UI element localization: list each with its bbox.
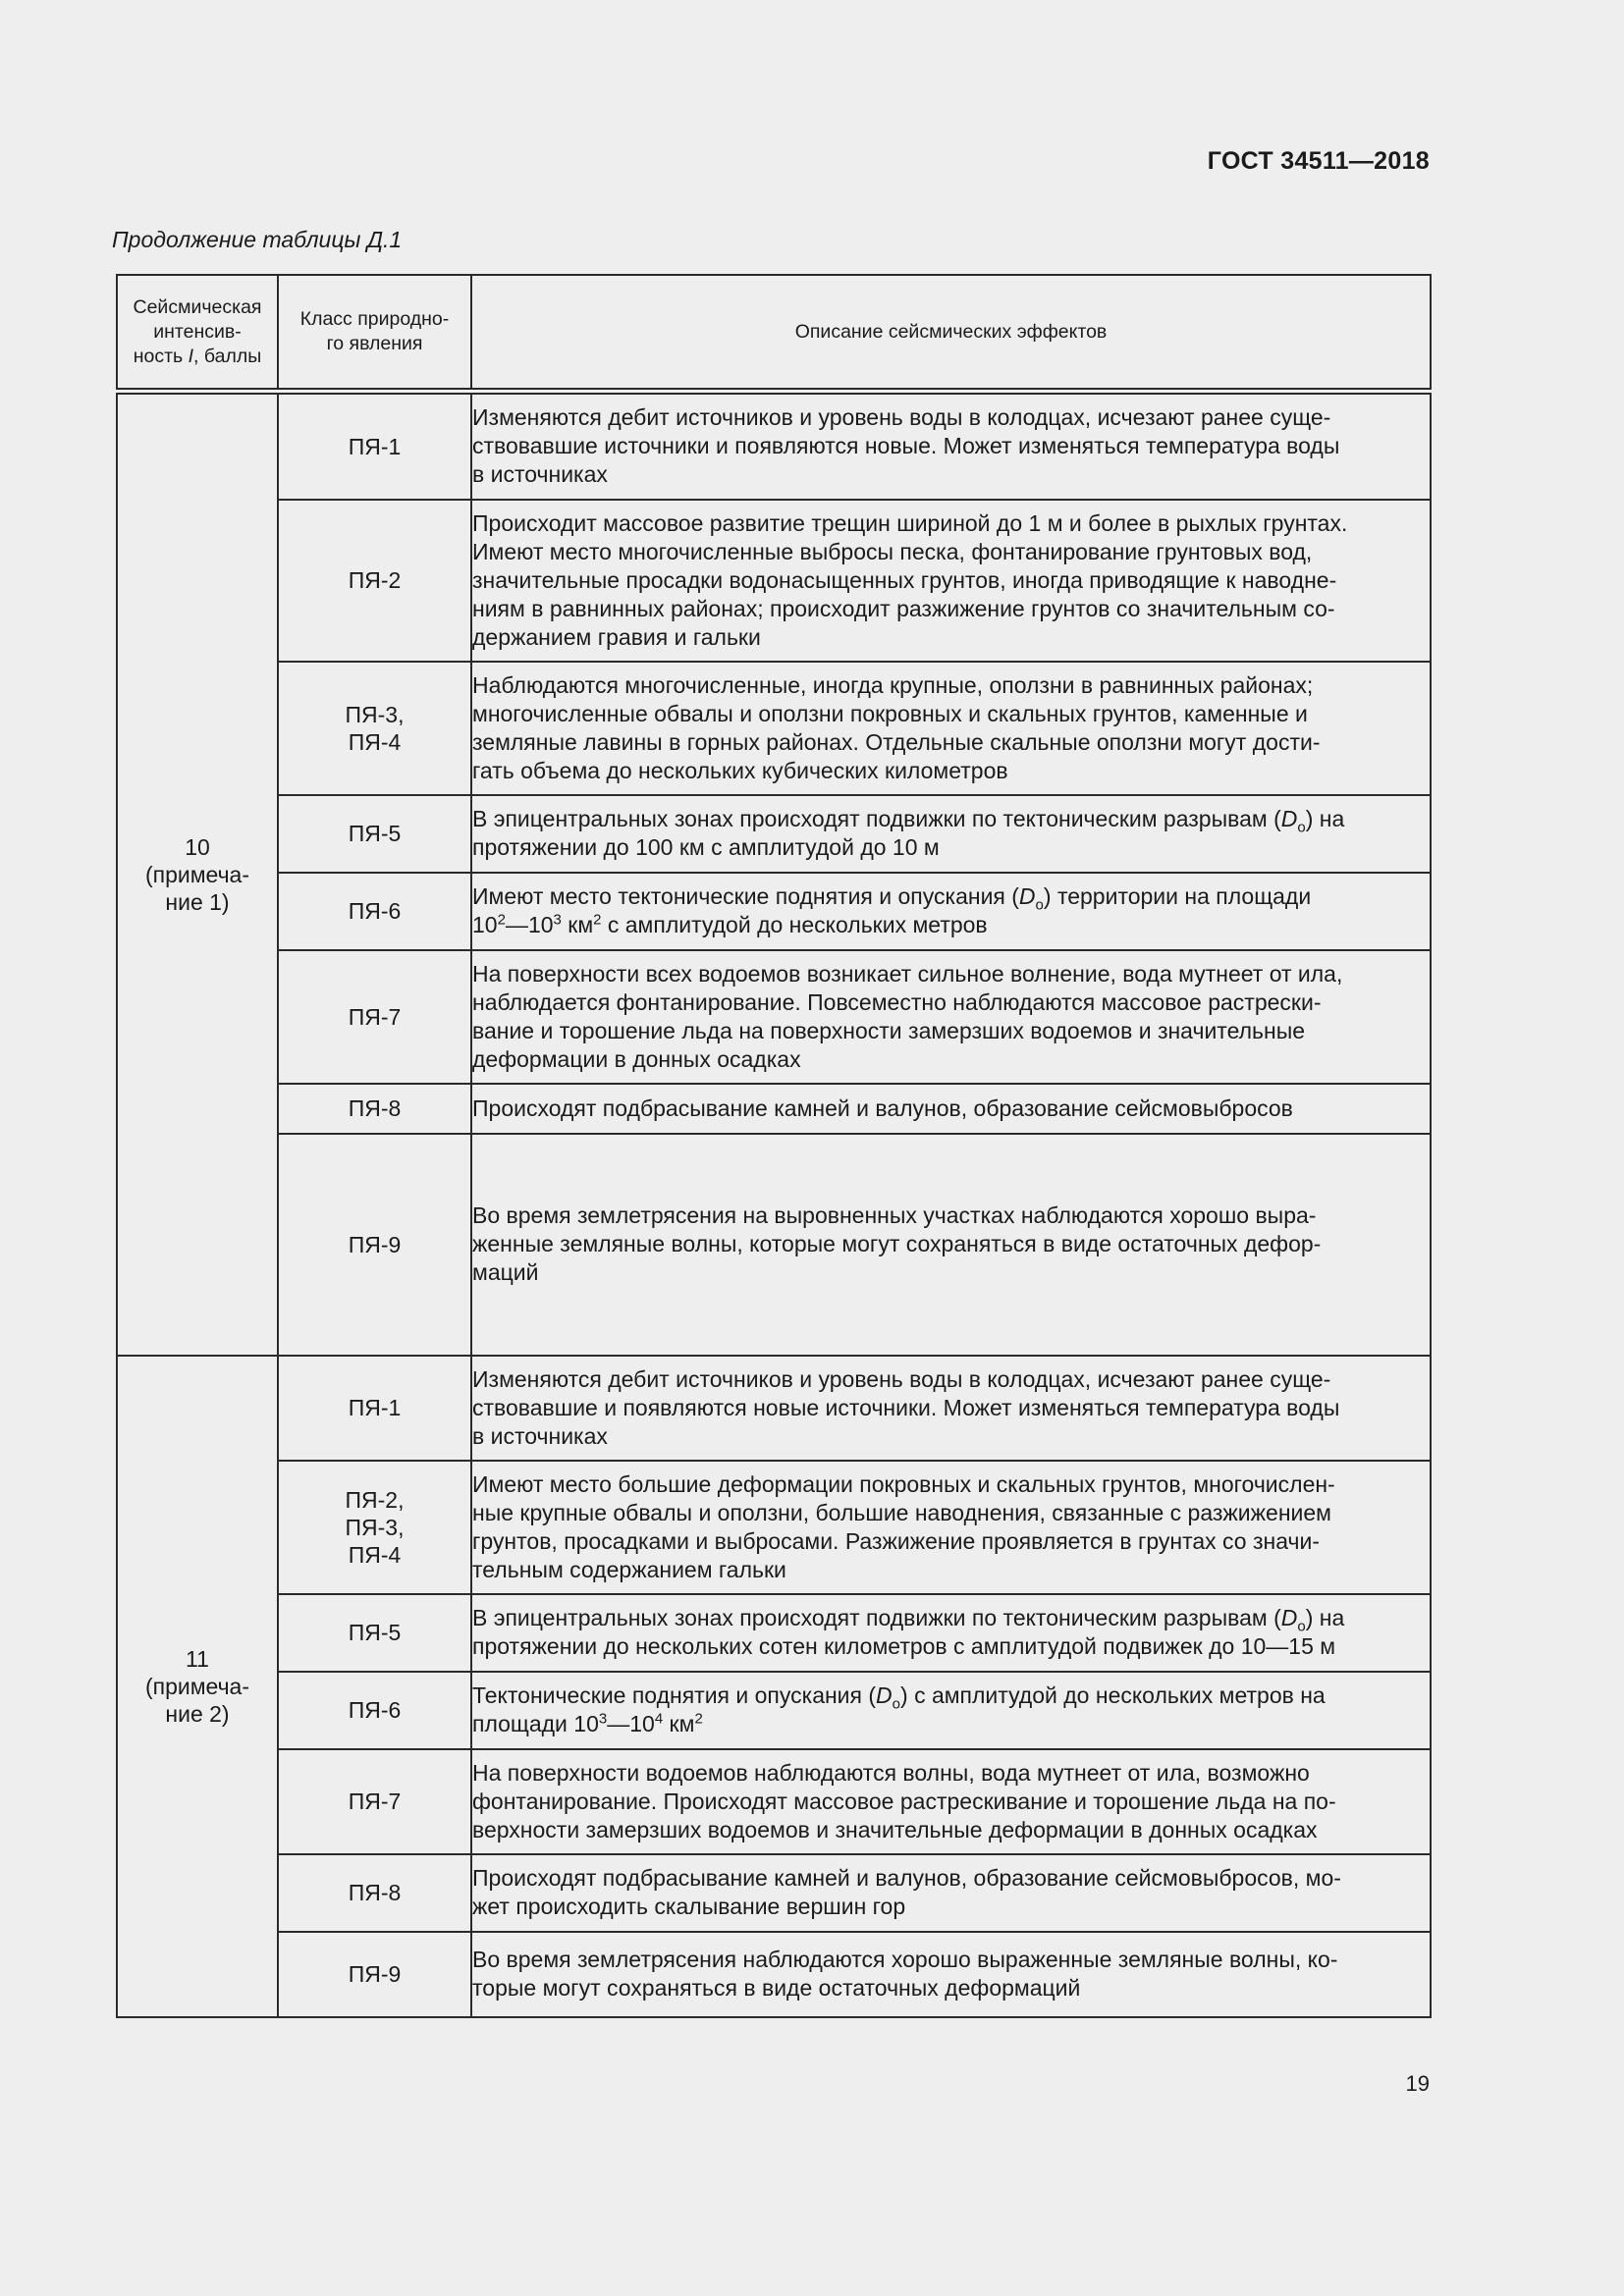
class-cell: ПЯ-9 (278, 1932, 471, 2017)
description-cell: Во время землетрясения на выровненных участках наблюдаются хорошо выра- женные земляные волны, которые могут сохраняться в виде остаточных дефор- маций (471, 1134, 1431, 1356)
document-standard-title: ГОСТ 34511—2018 (1207, 147, 1430, 175)
header-intensity: Сейсмическая интенсив- ность I, баллы (117, 275, 278, 392)
description-cell: Имеют место тектонические поднятия и опускания $(D_o)$ территории на площади $10^2—10^3$ $км^2$ с амплитудой до нескольких метров (471, 873, 1431, 950)
class-cell: ПЯ-6 (278, 1672, 471, 1749)
table-row (117, 795, 1431, 873)
table-row (117, 1854, 1431, 1932)
description-cell: Имеют место большие деформации покровных и скальных грунтов, многочислен- ные крупные обвалы и оползни, большие наводнения, связанные с разжижением грунтов, просадками и выбросами. Разжижение проявляется в грунтах со значи- тельным содержанием гальки (471, 1461, 1431, 1594)
table-row (117, 1594, 1431, 1672)
table-row (117, 1461, 1431, 1594)
description-cell: В эпицентральных зонах происходят подвижки по тектоническим разрывам $(D_o)$ на протяжении до нескольких сотен километров с амплитудой подвижек до 10—15 м (471, 1594, 1431, 1672)
table-row (117, 873, 1431, 950)
description-cell: На поверхности всех водоемов возникает сильное волнение, вода мутнеет от ила, наблюдается фонтанирование. Повсеместно наблюдаются массовое растрески- вание и торошение льда на поверхности замерзших водоемов и значительные деформации в донных осадках (471, 950, 1431, 1084)
class-cell: ПЯ-9 (278, 1134, 471, 1356)
header-description: Описание сейсмических эффектов (471, 275, 1431, 392)
description-cell: Наблюдаются многочисленные, иногда крупные, оползни в равнинных районах; многочисленные обвалы и оползни покровных и скальных грунтов, каменные и земляные лавины в горных районах. Отдельные скальные оползни могут дости- гать объема до нескольких кубических километров (471, 662, 1431, 795)
description-cell: Тектонические поднятия и опускания $(D_o)$ с амплитудой до нескольких метров на площади $10^3—10^4$ $км^2$ (471, 1672, 1431, 1749)
description-cell: Происходят подбрасывание камней и валунов, образование сейсмовыбросов, мо- жет происходить скалывание вершин гор (471, 1854, 1431, 1932)
class-cell: ПЯ-8 (278, 1854, 471, 1932)
table-row (117, 1356, 1431, 1461)
table-row (117, 1749, 1431, 1854)
class-cell: ПЯ-8 (278, 1084, 471, 1134)
description-cell: Происходит массовое развитие трещин шириной до 1 м и более в рыхлых грунтах. Имеют место многочисленные выбросы песка, фонтанирование грунтовых вод, значительные просадки водонасыщенных грунтов, иногда приводящие к наводне- ниям в равнинных районах; происходит разжижение грунтов со значительным со- держанием гравия и гальки (471, 500, 1431, 662)
description-cell: В эпицентральных зонах происходят подвижки по тектоническим разрывам $(D_o)$ на протяжении до 100 км с амплитудой до 10 м (471, 795, 1431, 873)
description-cell: Происходят подбрасывание камней и валунов, образование сейсмовыбросов (471, 1084, 1431, 1134)
class-cell: ПЯ-5 (278, 795, 471, 873)
table-row (117, 1932, 1431, 2017)
table-caption: Продолжение таблицы Д.1 (112, 227, 403, 252)
class-cell: ПЯ-7 (278, 950, 471, 1084)
table-row (117, 392, 1431, 500)
table-row (117, 662, 1431, 795)
class-cell: ПЯ-1 (278, 392, 471, 500)
table-row (117, 1084, 1431, 1134)
table-row (117, 500, 1431, 662)
table-row (117, 950, 1431, 1084)
table-header-row (117, 275, 1431, 392)
class-cell: ПЯ-3, ПЯ-4 (278, 662, 471, 795)
table-row (117, 1672, 1431, 1749)
seismic-effects-table (116, 274, 1432, 2018)
class-cell: ПЯ-6 (278, 873, 471, 950)
intensity-cell-10: 10 (примеча- ние 1) (117, 392, 278, 1356)
description-cell: Изменяются дебит источников и уровень воды в колодцах, исчезают ранее суще- ствовавшие и появляются новые источники. Может изменяться температура воды в источниках (471, 1356, 1431, 1461)
class-cell: ПЯ-5 (278, 1594, 471, 1672)
class-cell: ПЯ-1 (278, 1356, 471, 1461)
class-cell: ПЯ-2 (278, 500, 471, 662)
description-cell: Во время землетрясения наблюдаются хорошо выраженные земляные волны, ко- торые могут сохраняться в виде остаточных деформаций (471, 1932, 1431, 2017)
class-cell: ПЯ-2, ПЯ-3, ПЯ-4 (278, 1461, 471, 1594)
table-row (117, 1134, 1431, 1356)
description-cell: На поверхности водоемов наблюдаются волны, вода мутнеет от ила, возможно фонтанирование. Происходят массовое растрескивание и торошение льда на по- верхности замерзших водоемов и значительные деформации в донных осадках (471, 1749, 1431, 1854)
description-cell: Изменяются дебит источников и уровень воды в колодцах, исчезают ранее суще- ствовавшие источники и появляются новые. Может изменяться температура воды в источниках (471, 392, 1431, 500)
intensity-cell-11: 11 (примеча- ние 2) (117, 1356, 278, 2017)
header-class: Класс природно- го явления (278, 275, 471, 392)
class-cell: ПЯ-7 (278, 1749, 471, 1854)
page-number: 19 (1405, 2071, 1430, 2096)
